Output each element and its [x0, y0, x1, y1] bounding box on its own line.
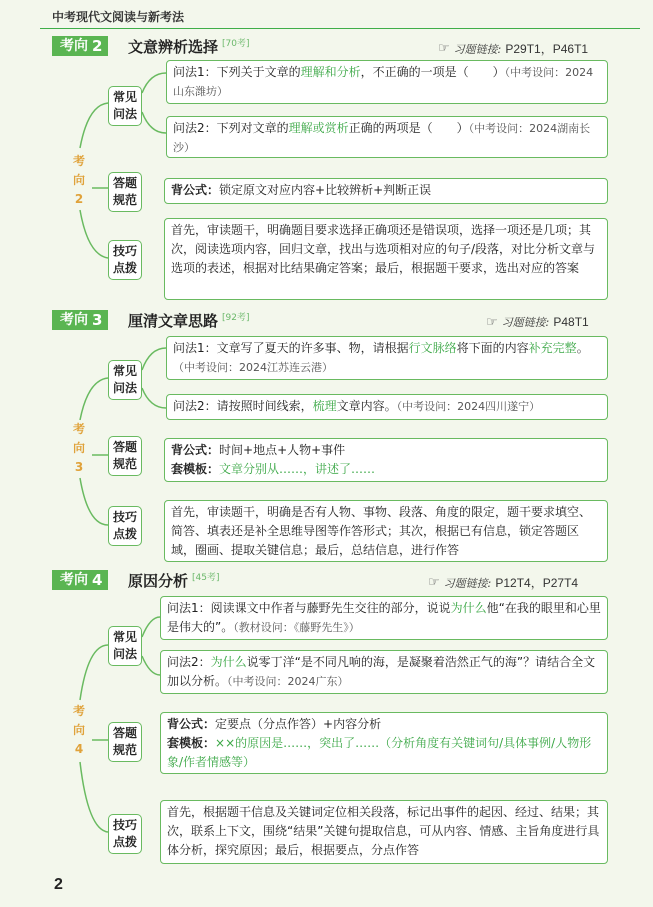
question-text: 问法2：下列对文章的	[173, 121, 289, 135]
exercise-link-label: 习题链接:	[501, 316, 550, 329]
section-title: 厘清文章思路	[128, 312, 219, 330]
exercise-link-2[interactable]	[438, 40, 588, 57]
question-text: 说零丁洋“是不同凡响的海，是凝聚着浩然正气的海”？请结合全文加以分析。	[167, 655, 596, 688]
question-text: 问法2：请按照时间线索，	[173, 399, 313, 413]
question-box-1	[166, 336, 608, 380]
exercise-link-refs: P12T4，P27T4	[495, 576, 579, 590]
question-box-1	[166, 60, 608, 104]
exercise-link-refs: P48T1	[553, 315, 589, 329]
tips-box	[160, 800, 608, 864]
question-highlight: 补充完整	[528, 341, 577, 355]
tips-box	[164, 500, 608, 562]
formula-label: 背公式：	[171, 183, 220, 197]
section-heading-3	[128, 310, 250, 331]
formula-text: 时间+地点+人物+事件	[219, 443, 346, 457]
label-line: 问法	[112, 107, 137, 121]
question-box-2	[166, 394, 608, 420]
tips-text: 首先，审读题干，明确是否有人物、事物、段落、角度的限定，题干要求填空、简答、填表还是补全思维导图等作答形式；其次，根据已有信息，锁定答题区域，圈画、提取关键信息；最后，总结信息，进行作答	[171, 505, 592, 557]
question-text: 问法1：文章写了夏天的许多事、物，请根据	[173, 341, 409, 355]
branch-s2-bot	[80, 210, 108, 258]
label-line: 常见	[112, 364, 137, 378]
standard-box	[160, 712, 608, 774]
question-source: （中考设问：2024山东潍坊）	[173, 66, 594, 98]
branch-s4-top	[80, 645, 108, 700]
template-label: 套模板：	[171, 462, 220, 476]
label-tips	[108, 814, 142, 854]
standard-box	[164, 438, 608, 482]
stem-label-3	[72, 420, 86, 477]
label-line: 常见	[112, 630, 137, 644]
label-answer-standard	[108, 722, 142, 762]
question-text: 。	[576, 341, 589, 355]
sub-s3-q2	[142, 388, 166, 408]
question-highlight: 为什么	[450, 601, 487, 615]
stem-char: 考	[72, 154, 85, 168]
template-text: 文章分别从……，讲述了……	[219, 462, 376, 476]
pointing-hand-icon: ☞	[438, 41, 450, 56]
section-title: 文意辨析选择	[128, 38, 219, 56]
branch-s3-bot	[80, 478, 108, 525]
label-line: 答题	[112, 176, 137, 190]
stem-char: 2	[74, 192, 84, 206]
label-answer-standard	[108, 436, 142, 476]
section-tag-number: 2	[92, 37, 103, 55]
formula-text: 定要点（分点作答）+内容分析	[215, 717, 382, 731]
section-tag-label: 考向	[60, 312, 88, 328]
question-text: 正确的两项是（ ）	[348, 121, 469, 135]
sub-s2-q2	[142, 112, 166, 133]
label-common-questions	[108, 360, 142, 400]
stem-char: 考	[72, 422, 85, 436]
label-line: 规范	[112, 457, 137, 471]
section-tag-2	[52, 36, 108, 56]
label-line: 点拨	[112, 835, 137, 849]
section-heading-2	[128, 36, 250, 57]
branch-s4-bot	[80, 762, 108, 832]
template-text: ××的原因是……，突出了……（分析角度有关键词句/具体事例/人物形象/作者情感等）	[167, 736, 592, 769]
section-tag-3	[52, 310, 108, 330]
label-line: 答题	[112, 440, 137, 454]
label-common-questions	[108, 626, 142, 666]
label-line: 点拨	[112, 261, 137, 275]
pointing-hand-icon: ☞	[428, 575, 440, 590]
question-source: （教材设问：《藤野先生》）	[233, 621, 360, 634]
question-box-1	[160, 596, 608, 640]
label-line: 点拨	[112, 527, 137, 541]
exercise-link-label: 习题链接:	[443, 576, 492, 590]
formula-label: 背公式：	[171, 443, 220, 457]
section-title: 原因分析	[128, 572, 189, 590]
page-header-title: 中考现代文阅读与新考法	[52, 10, 185, 24]
section-tag-label: 考向	[60, 572, 88, 588]
stem-char: 4	[74, 742, 84, 756]
sub-s4-q2	[142, 656, 160, 675]
branch-s3-top	[80, 378, 108, 420]
question-highlight: 梳理	[312, 399, 337, 413]
stem-label-4	[72, 702, 86, 759]
question-text: 文章内容。	[336, 399, 397, 413]
exercise-link-4[interactable]	[428, 574, 578, 591]
label-line: 规范	[112, 743, 137, 757]
section-count: [45考]	[192, 573, 220, 583]
question-text: 他“在我的眼里和心里是伟大的”。	[167, 601, 601, 634]
tips-text: 首先，根据题干信息及关键词定位相关段落，标记出事件的起因、经过、结果；其次，联系上下文，围绕“结果”关键句提取信息，可从内容、情感、主旨角度进行具体分析，探究原因；最后，根据要点，分点作答	[167, 805, 600, 857]
label-answer-standard	[108, 172, 142, 212]
question-source: （中考设问：2024广东）	[227, 675, 349, 688]
exercise-link-3[interactable]	[486, 314, 589, 330]
label-line: 技巧	[112, 244, 137, 258]
question-source: （中考设问：2024湖南长沙）	[173, 122, 591, 154]
question-highlight: 为什么	[210, 655, 247, 669]
label-line: 答题	[112, 726, 137, 740]
label-line: 技巧	[112, 510, 137, 524]
label-line: 规范	[112, 193, 137, 207]
label-tips	[108, 240, 142, 280]
section-tag-number: 4	[92, 571, 103, 589]
section-tag-label: 考向	[60, 38, 88, 54]
stem-char: 向	[72, 173, 85, 187]
branch-s2-top	[80, 103, 108, 148]
section-count: [70考]	[222, 39, 250, 49]
label-common-questions	[108, 86, 142, 126]
stem-label-2	[72, 152, 86, 209]
question-text: 问法1：下列关于文章的	[173, 65, 301, 79]
section-tag-4	[52, 570, 108, 590]
template-label: 套模板：	[167, 736, 216, 750]
label-line: 技巧	[112, 818, 137, 832]
sub-s4-q1	[142, 617, 160, 637]
question-text: 问法1：阅读课文中作者与藤野先生交往的部分，说说	[167, 601, 451, 615]
tips-box	[164, 218, 608, 300]
stem-char: 考	[72, 704, 85, 718]
question-text: ，不正确的一项是（ ）	[360, 65, 505, 79]
pointing-hand-icon: ☞	[486, 314, 498, 330]
standard-box	[164, 178, 608, 204]
label-tips	[108, 506, 142, 546]
question-text: 将下面的内容	[456, 341, 529, 355]
question-box-2	[160, 650, 608, 694]
section-heading-4	[128, 570, 220, 591]
formula-text: 锁定原文对应内容+比较辨析+判断正误	[219, 183, 432, 197]
stem-char: 3	[74, 460, 84, 474]
question-text: 问法2：	[167, 655, 211, 669]
tips-text: 首先，审读题干，明确题目要求选择正确项还是错误项，选择一项还是几项；其次，阅读选项内容，回归文章，找出与选项相对应的句子/段落，对比分析文章与选项的表述，根据对比结果确定答案；最后，根据题干要求，选出对应的答案	[171, 223, 596, 275]
stem-char: 向	[72, 723, 85, 737]
formula-label: 背公式：	[167, 717, 216, 731]
question-highlight: 行文脉络	[408, 341, 457, 355]
exercise-link-refs: P29T1，P46T1	[505, 42, 589, 56]
section-count: [92考]	[222, 313, 250, 323]
page-number: 2	[54, 876, 63, 893]
exercise-link-label: 习题链接:	[453, 42, 502, 56]
label-line: 问法	[112, 647, 137, 661]
question-box-2	[166, 116, 608, 158]
stem-char: 向	[72, 441, 85, 455]
sub-s3-q1	[142, 348, 166, 370]
question-source: （中考设问：2024四川遂宁）	[396, 400, 541, 413]
question-source: （中考设问：2024江苏连云港）	[173, 361, 333, 374]
label-line: 问法	[112, 381, 137, 395]
label-line: 常见	[112, 90, 137, 104]
sub-s2-q1	[142, 73, 166, 93]
question-highlight: 理解或赏析	[288, 121, 349, 135]
section-tag-number: 3	[92, 311, 103, 329]
question-highlight: 理解和分析	[300, 65, 361, 79]
